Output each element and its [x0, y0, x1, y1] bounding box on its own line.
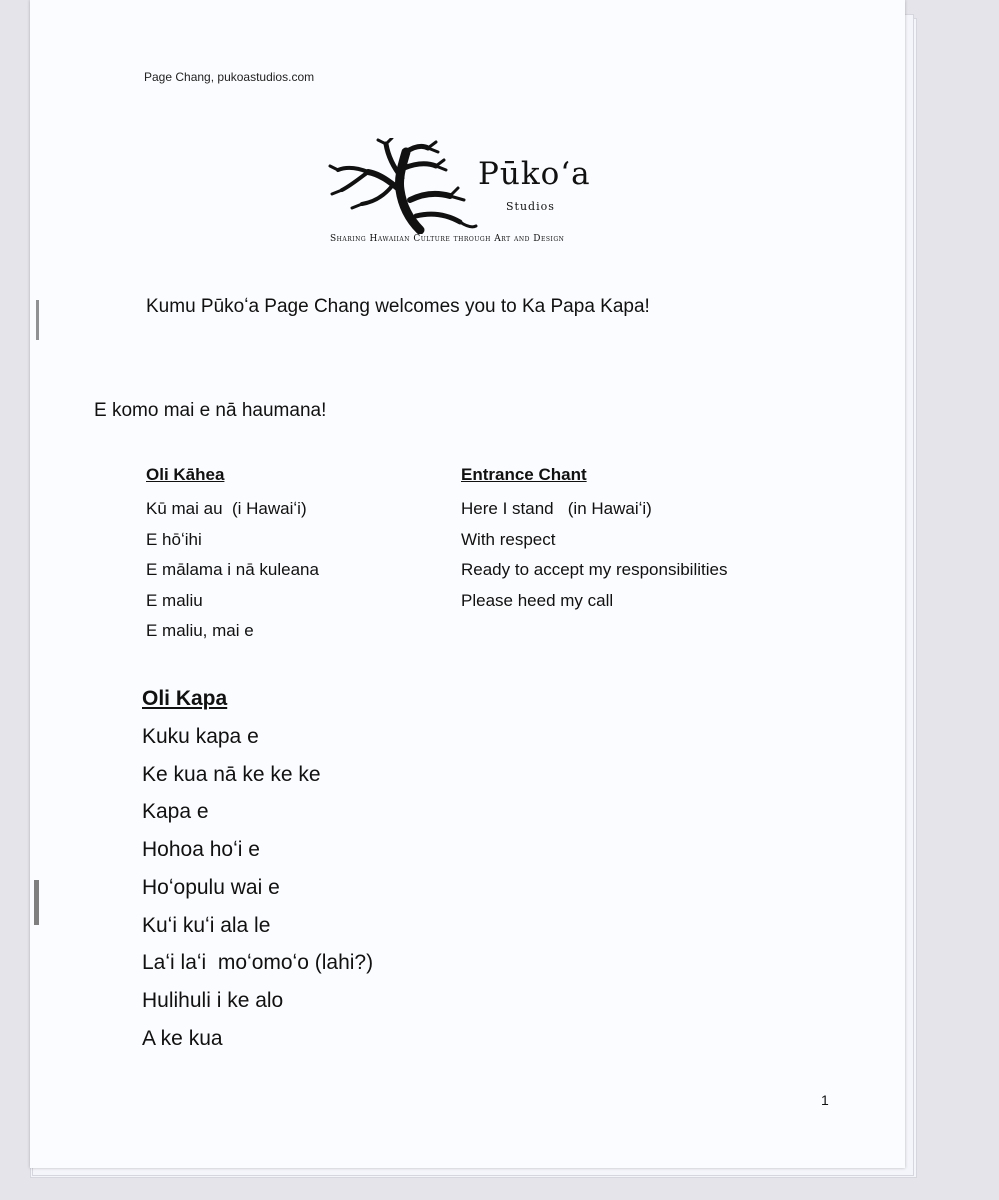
chant-line: Hohoa hoʻi e — [142, 838, 260, 862]
header-credit: Page Chang, pukoastudios.com — [144, 70, 315, 84]
chant-line: A ke kua — [142, 1026, 223, 1050]
coral-tree-icon — [328, 138, 478, 234]
chant-line: E hōʻihi — [146, 529, 202, 549]
oli-kapa-section — [142, 684, 373, 1057]
chant-line: Laʻi laʻi moʻomoʻo (lahi?) — [142, 951, 374, 975]
oli-kahea-title: Oli Kāhea — [146, 465, 225, 484]
chant-line: Kapa e — [142, 800, 209, 824]
chant-line: E maliu, mai e — [146, 621, 254, 640]
chant-line: With respect — [461, 529, 556, 549]
greeting: E komo mai e nā haumana! — [94, 400, 327, 421]
chant-line: Kuku kapa e — [142, 725, 259, 748]
logo-tagline: Sharing Hawaiian Culture through Art and Design — [330, 234, 565, 244]
logo-subtitle: Studios — [506, 200, 555, 213]
chant-line: Please heed my call — [461, 590, 614, 610]
chant-line: Here I stand (in Hawaiʻi) — [461, 499, 652, 518]
oli-kahea-section — [146, 464, 319, 647]
chant-line: Hoʻopulu wai e — [142, 875, 280, 899]
entrance-chant-section — [461, 464, 727, 616]
document-page — [30, 0, 905, 1168]
page-number: 1 — [821, 1092, 829, 1108]
entrance-chant-lines — [461, 494, 727, 616]
chant-line: Ke kua nā ke ke ke — [142, 762, 321, 786]
oli-kapa-lines — [142, 718, 373, 1057]
oli-kapa-title: Oli Kapa — [142, 687, 228, 710]
chant-line: E mālama i nā kuleana — [146, 560, 319, 579]
staple-mark — [34, 880, 39, 925]
oli-kahea-lines — [146, 494, 319, 647]
staple-mark — [36, 300, 39, 340]
logo-name: Pūkoʻa — [478, 156, 591, 192]
chant-line: Ready to accept my responsibilities — [461, 560, 728, 579]
chant-line: E maliu — [146, 590, 203, 610]
welcome-message: Kumu Pūkoʻa Page Chang welcomes you to Ka Papa Kapa! — [146, 296, 650, 317]
pukoa-studios-logo — [328, 138, 618, 253]
chant-line: Hulihuli i ke alo — [142, 988, 284, 1012]
entrance-chant-title: Entrance Chant — [461, 465, 587, 484]
chant-line: Kū mai au (i Hawaiʻi) — [146, 499, 307, 518]
chant-line: Kuʻi kuʻi ala le — [142, 913, 271, 937]
